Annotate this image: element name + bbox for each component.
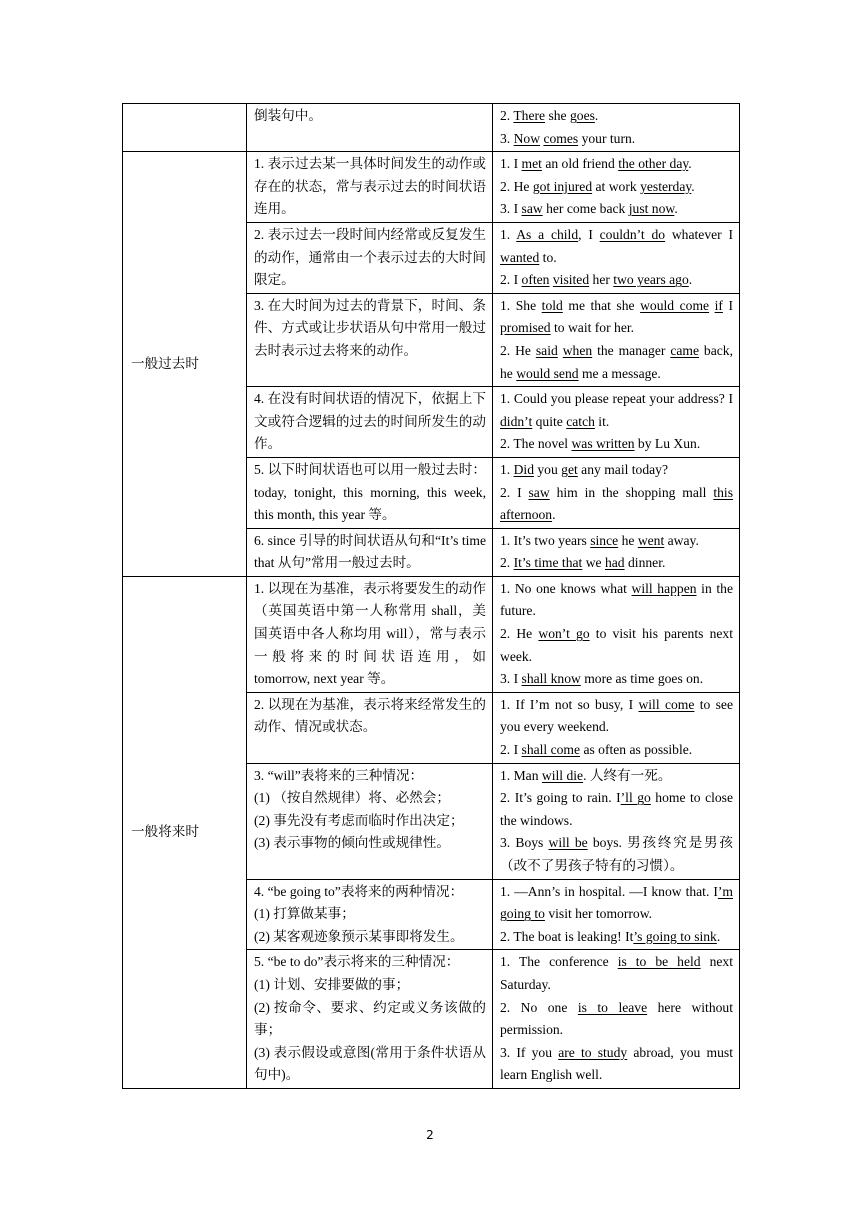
example-cell xyxy=(493,387,740,458)
underlined-phrase: this afternoon xyxy=(500,484,733,523)
example-text: home to close the windows. xyxy=(500,790,733,828)
usage-line: (1) （按自然规律）将、必然会； xyxy=(254,790,450,806)
example-text: to. xyxy=(539,249,557,265)
example-text: me a message. xyxy=(578,365,661,381)
example-text: as often as possible. xyxy=(580,742,693,758)
example-text: 2. He xyxy=(500,342,536,358)
underlined-phrase: wanted xyxy=(500,249,540,265)
example-text: visit her tomorrow. xyxy=(544,906,653,922)
example-text: dinner. xyxy=(624,555,666,571)
underlined-phrase: It’s time that xyxy=(513,555,583,571)
example-sentence xyxy=(500,694,733,739)
example-cell xyxy=(493,152,740,223)
underlined-phrase: will come xyxy=(638,696,695,712)
example-cell xyxy=(493,763,740,879)
underlined-phrase: Now xyxy=(513,130,541,146)
example-text: 1. Could you please repeat your address? I xyxy=(500,391,733,407)
underlined-phrase: will be xyxy=(548,835,588,851)
example-sentence xyxy=(500,105,733,128)
example-sentence xyxy=(500,224,733,269)
usage-line: 倒装句中。 xyxy=(254,108,322,123)
example-text: 3. I xyxy=(500,671,522,687)
example-text: her come back xyxy=(542,201,629,217)
example-text: away. xyxy=(664,532,699,548)
underlined-phrase: will happen xyxy=(631,580,697,596)
example-text: 2. I xyxy=(500,272,522,288)
example-text: 2. The novel xyxy=(500,436,572,452)
underlined-phrase: visited xyxy=(552,272,590,288)
underlined-phrase: ’s going to sink xyxy=(633,928,717,944)
underlined-phrase: As a child xyxy=(516,226,579,242)
underlined-phrase: shall come xyxy=(521,742,581,758)
underlined-phrase: two years ago xyxy=(613,272,689,288)
example-cell xyxy=(493,528,740,576)
grammar-table xyxy=(122,103,740,1089)
table-row xyxy=(123,576,740,692)
underlined-phrase: comes xyxy=(543,130,579,146)
example-sentence xyxy=(500,832,733,877)
underlined-phrase: had xyxy=(604,555,625,571)
example-sentence xyxy=(500,1042,733,1087)
underlined-phrase: saw xyxy=(521,201,543,217)
underlined-phrase: said xyxy=(535,342,558,358)
example-sentence xyxy=(500,623,733,668)
usage-line: (1) 计划、安排要做的事； xyxy=(254,976,410,992)
example-text: . xyxy=(688,156,692,172)
underlined-phrase: promised xyxy=(500,320,551,336)
example-sentence xyxy=(500,926,733,949)
usage-line: (1) 打算做某事； xyxy=(254,906,355,922)
example-sentence xyxy=(500,787,733,832)
example-text: your turn. xyxy=(578,130,636,146)
usage-cell xyxy=(247,387,493,458)
usage-cell xyxy=(247,457,493,528)
example-sentence xyxy=(500,530,733,553)
example-text: 2. xyxy=(500,555,514,571)
example-text: 3. I xyxy=(500,201,522,217)
underlined-phrase: told xyxy=(541,297,563,313)
example-cell xyxy=(493,222,740,293)
underlined-phrase: ’ll go xyxy=(620,790,651,806)
underlined-phrase: goes xyxy=(569,108,595,123)
usage-line: 1. 以现在为基准，表示将要发生的动作（英国英语中第一人称常用 shall，美国英语中各人称均用 will），常与表示一般将来的时间状语连用，如 tomorrow, next year 等。 xyxy=(254,580,486,687)
usage-line: 6. since 引导的时间状语从句和“It’s time that 从句”常用一般过去时。 xyxy=(254,532,486,571)
usage-line: 1. 表示过去某一具体时间发生的动作或存在的状态，常与表示过去的时间状语连用。 xyxy=(254,156,486,217)
usage-line: (3) 表示假设或意图(常用于条件状语从句中)。 xyxy=(254,1044,486,1083)
example-text: an old friend xyxy=(541,156,619,172)
example-sentence xyxy=(500,269,733,292)
example-cell xyxy=(493,950,740,1089)
underlined-phrase: got injured xyxy=(532,178,593,194)
underlined-phrase: get xyxy=(561,461,578,477)
usage-cell xyxy=(247,528,493,576)
example-sentence xyxy=(500,765,733,788)
example-sentence xyxy=(500,578,733,623)
example-text: 1. No one knows what xyxy=(500,580,632,596)
underlined-phrase: would come xyxy=(640,297,710,313)
table-row xyxy=(123,152,740,223)
usage-line: (2) 某客观迹象预示某事即将发生。 xyxy=(254,928,464,944)
example-text: 2. He xyxy=(500,626,539,642)
underlined-phrase: when xyxy=(562,342,593,358)
underlined-phrase: There xyxy=(513,108,546,123)
usage-line: 5. 以下时间状语也可以用一般过去时：today, tonight, this morning, this week, this month, this year 等。 xyxy=(254,461,486,523)
example-text: . xyxy=(716,928,721,944)
underlined-phrase: since xyxy=(590,532,619,548)
underlined-phrase: just now xyxy=(628,201,675,217)
example-text: she xyxy=(545,108,570,123)
example-sentence xyxy=(500,739,733,762)
example-text: . xyxy=(691,178,695,194)
example-text: 1. The conference xyxy=(500,954,618,970)
example-text: we xyxy=(582,555,605,571)
example-text: by Lu Xun. xyxy=(634,436,701,452)
example-text: any mail today? xyxy=(577,461,668,477)
underlined-phrase: often xyxy=(521,272,550,288)
example-text: 2. The boat is leaking! It xyxy=(500,928,634,944)
usage-line: (3) 表示事物的倾向性或规律性。 xyxy=(254,835,450,851)
usage-cell xyxy=(247,152,493,223)
usage-line: 3. “will”表将来的三种情况： xyxy=(254,767,424,783)
example-text: at work xyxy=(592,178,641,194)
usage-line: (2) 按命令、要求、约定或义务该做的事； xyxy=(254,999,486,1038)
example-text: 1. xyxy=(500,461,514,477)
example-text: more as time goes on. xyxy=(580,671,704,687)
example-sentence xyxy=(500,482,733,527)
table-row xyxy=(123,104,740,152)
example-cell xyxy=(493,293,740,386)
underlined-phrase: is to leave xyxy=(577,999,648,1015)
example-text: . xyxy=(688,272,693,288)
tense-cell: 一般过去时 xyxy=(123,152,247,577)
example-sentence xyxy=(500,198,733,221)
usage-cell xyxy=(247,293,493,386)
example-text: 1. Man xyxy=(500,767,542,783)
page-number: 2 xyxy=(426,1128,434,1142)
example-text: 1. If I’m not so busy, I xyxy=(500,696,639,712)
example-text: 2. He xyxy=(500,178,533,194)
usage-cell xyxy=(247,104,493,152)
example-text: 2. I xyxy=(500,742,522,758)
tense-cell: 一般将来时 xyxy=(123,576,247,1088)
example-cell xyxy=(493,104,740,152)
underlined-phrase: would send xyxy=(516,365,579,381)
example-text: 1. It’s two years xyxy=(500,532,591,548)
usage-cell xyxy=(247,879,493,950)
example-text: 2. No one xyxy=(500,999,578,1015)
example-text: . 人终有一死。 xyxy=(583,767,672,783)
example-text: abroad, you must learn English well. xyxy=(500,1044,733,1083)
example-text: boys. 男孩终究是男孩（改不了男孩子特有的习惯）。 xyxy=(500,835,733,873)
example-text: to visit his parents next week. xyxy=(500,626,733,664)
usage-cell xyxy=(247,576,493,692)
usage-cell xyxy=(247,763,493,879)
underlined-phrase: didn’t xyxy=(500,413,533,429)
example-text: 3. If you xyxy=(500,1044,559,1060)
example-text: 1. xyxy=(500,226,517,242)
example-text: 2. It’s going to rain. I xyxy=(500,790,621,806)
underlined-phrase: if xyxy=(714,297,723,313)
underlined-phrase: Did xyxy=(513,461,534,477)
example-text: him in the shopping mall xyxy=(549,484,714,500)
example-cell xyxy=(493,879,740,950)
underlined-phrase: ’m going to xyxy=(500,883,733,922)
underlined-phrase: couldn’t do xyxy=(599,226,666,242)
example-text: the manager xyxy=(592,342,671,358)
underlined-phrase: saw xyxy=(528,484,550,500)
example-text: to see you every weekend. xyxy=(500,696,734,735)
example-cell xyxy=(493,576,740,692)
usage-line: 3. 在大时间为过去的背景下，时间、条件、方式或让步状语从句中常用一般过去时表示过去将来的动作。 xyxy=(254,297,486,358)
example-text: he xyxy=(618,532,638,548)
tense-cell xyxy=(123,104,247,152)
table-body xyxy=(123,104,740,1089)
underlined-phrase: yesterday xyxy=(640,178,692,194)
usage-line: 4. “be going to”表将来的两种情况： xyxy=(254,883,464,899)
example-text: 1. I xyxy=(500,156,522,172)
example-text: in the future. xyxy=(500,580,733,619)
example-sentence xyxy=(500,881,733,926)
example-sentence xyxy=(500,459,733,482)
example-text: to wait for her. xyxy=(550,320,635,336)
example-text: here without permission. xyxy=(500,999,733,1038)
usage-cell xyxy=(247,950,493,1089)
underlined-phrase: the other day xyxy=(618,156,689,172)
example-text: back, he xyxy=(500,342,733,381)
example-sentence xyxy=(500,668,733,691)
example-sentence xyxy=(500,340,733,385)
underlined-phrase: went xyxy=(637,532,665,548)
example-sentence xyxy=(500,997,733,1042)
example-text: you xyxy=(533,461,562,477)
example-sentence xyxy=(500,433,733,456)
example-sentence xyxy=(500,552,733,575)
underlined-phrase: is to be held xyxy=(617,954,701,970)
example-text: 1. She xyxy=(500,297,542,313)
example-text: . xyxy=(552,507,556,523)
example-text: 3. xyxy=(500,130,514,146)
underlined-phrase: catch xyxy=(566,413,595,429)
example-sentence xyxy=(500,176,733,199)
example-sentence xyxy=(500,153,733,176)
usage-cell xyxy=(247,692,493,763)
underlined-phrase: shall know xyxy=(521,671,581,687)
underlined-phrase: came xyxy=(670,342,700,358)
usage-cell xyxy=(247,222,493,293)
example-sentence xyxy=(500,951,733,996)
underlined-phrase: are to study xyxy=(558,1044,628,1060)
example-sentence xyxy=(500,388,733,433)
example-text: . xyxy=(594,108,599,123)
example-sentence xyxy=(500,128,733,151)
underlined-phrase: was written xyxy=(571,436,635,452)
usage-line: (2) 事先没有考虑而临时作出决定； xyxy=(254,812,464,828)
usage-line: 4. 在没有时间状语的情况下，依据上下文或符合逻辑的过去的时间所发生的动作。 xyxy=(254,391,486,452)
example-text: , I xyxy=(578,226,600,242)
example-cell xyxy=(493,692,740,763)
example-cell xyxy=(493,457,740,528)
example-text: whatever I xyxy=(665,226,733,242)
example-text: quite xyxy=(532,413,567,429)
example-text: it. xyxy=(594,413,610,429)
example-text: her xyxy=(589,272,614,288)
underlined-phrase: won’t go xyxy=(538,626,590,642)
example-text: 1. —Ann’s in hospital. —I know that. I xyxy=(500,883,718,899)
underlined-phrase: will die xyxy=(541,767,584,783)
example-text: . xyxy=(674,201,678,217)
example-text: next Saturday. xyxy=(500,954,733,992)
underlined-phrase: met xyxy=(521,156,542,172)
usage-line: 5. “be to do”表示将来的三种情况： xyxy=(254,954,460,970)
usage-line: 2. 表示过去一段时间内经常或反复发生的动作，通常由一个表示过去的大时间限定。 xyxy=(254,226,486,288)
example-text: me that she xyxy=(562,297,641,313)
example-text: 2. xyxy=(500,108,514,123)
example-text: 3. Boys xyxy=(500,835,549,851)
example-sentence xyxy=(500,295,733,340)
example-text: I xyxy=(722,297,733,313)
example-text: 2. I xyxy=(500,484,529,500)
usage-line: 2. 以现在为基准，表示将来经常发生的动作、情况或状态。 xyxy=(254,696,486,735)
